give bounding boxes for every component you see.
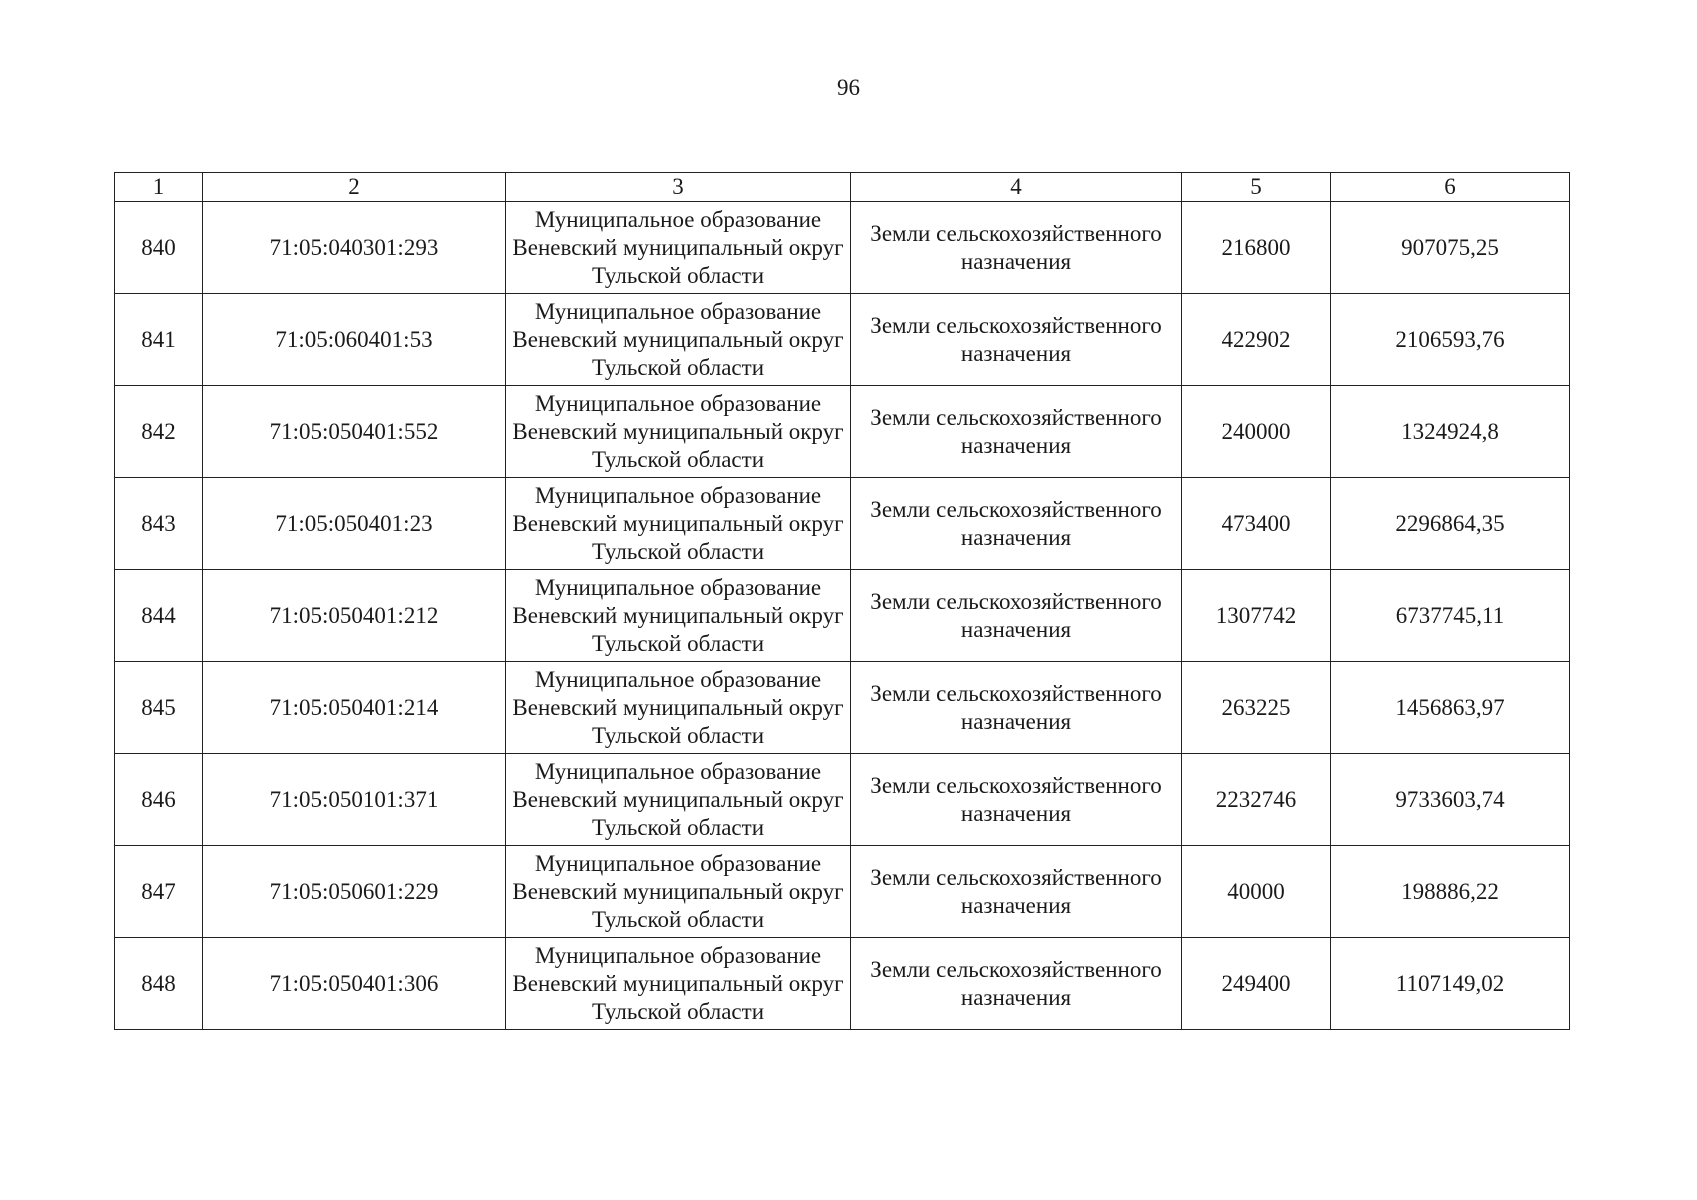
value-cell: 1456863,97 [1331, 662, 1570, 754]
table-row [115, 570, 1570, 662]
column-header-5: 5 [1182, 173, 1331, 202]
row-number-cell: 847 [115, 846, 203, 938]
table-body [115, 202, 1570, 1030]
land-plots-table [114, 172, 1570, 1030]
row-number-cell: 846 [115, 754, 203, 846]
cadastral-number-cell: 71:05:060401:53 [203, 294, 506, 386]
row-number-cell: 842 [115, 386, 203, 478]
area-cell: 473400 [1182, 478, 1331, 570]
owner-cell: Муниципальное образование Веневский муниципальный округ Тульской области [506, 662, 851, 754]
owner-cell: Муниципальное образование Веневский муниципальный округ Тульской области [506, 754, 851, 846]
row-number-cell: 840 [115, 202, 203, 294]
table-row [115, 294, 1570, 386]
table-row [115, 846, 1570, 938]
owner-cell: Муниципальное образование Веневский муниципальный округ Тульской области [506, 570, 851, 662]
value-cell: 907075,25 [1331, 202, 1570, 294]
header-row [115, 173, 1570, 202]
cadastral-number-cell: 71:05:050601:229 [203, 846, 506, 938]
value-cell: 198886,22 [1331, 846, 1570, 938]
area-cell: 263225 [1182, 662, 1331, 754]
land-category-cell: Земли сельскохозяйственного назначения [851, 846, 1182, 938]
value-cell: 2106593,76 [1331, 294, 1570, 386]
land-category-cell: Земли сельскохозяйственного назначения [851, 202, 1182, 294]
owner-cell: Муниципальное образование Веневский муниципальный округ Тульской области [506, 846, 851, 938]
cadastral-number-cell: 71:05:050101:371 [203, 754, 506, 846]
value-cell: 6737745,11 [1331, 570, 1570, 662]
owner-cell: Муниципальное образование Веневский муниципальный округ Тульской области [506, 938, 851, 1030]
owner-cell: Муниципальное образование Веневский муниципальный округ Тульской области [506, 478, 851, 570]
table-row [115, 202, 1570, 294]
owner-cell: Муниципальное образование Веневский муниципальный округ Тульской области [506, 202, 851, 294]
area-cell: 240000 [1182, 386, 1331, 478]
row-number-cell: 843 [115, 478, 203, 570]
area-cell: 249400 [1182, 938, 1331, 1030]
area-cell: 40000 [1182, 846, 1331, 938]
value-cell: 9733603,74 [1331, 754, 1570, 846]
value-cell: 1107149,02 [1331, 938, 1570, 1030]
land-category-cell: Земли сельскохозяйственного назначения [851, 294, 1182, 386]
cadastral-number-cell: 71:05:050401:212 [203, 570, 506, 662]
page-number: 96 [837, 75, 860, 100]
area-cell: 1307742 [1182, 570, 1331, 662]
row-number-cell: 841 [115, 294, 203, 386]
table-row [115, 754, 1570, 846]
cadastral-number-cell: 71:05:050401:214 [203, 662, 506, 754]
table-row [115, 478, 1570, 570]
table-row [115, 386, 1570, 478]
area-cell: 216800 [1182, 202, 1331, 294]
row-number-cell: 848 [115, 938, 203, 1030]
owner-cell: Муниципальное образование Веневский муниципальный округ Тульской области [506, 294, 851, 386]
column-header-6: 6 [1331, 173, 1570, 202]
table-header [115, 173, 1570, 202]
area-cell: 2232746 [1182, 754, 1331, 846]
land-category-cell: Земли сельскохозяйственного назначения [851, 662, 1182, 754]
land-category-cell: Земли сельскохозяйственного назначения [851, 754, 1182, 846]
area-cell: 422902 [1182, 294, 1331, 386]
cadastral-number-cell: 71:05:050401:306 [203, 938, 506, 1030]
table-row [115, 938, 1570, 1030]
owner-cell: Муниципальное образование Веневский муниципальный округ Тульской области [506, 386, 851, 478]
land-category-cell: Земли сельскохозяйственного назначения [851, 386, 1182, 478]
column-header-3: 3 [506, 173, 851, 202]
row-number-cell: 845 [115, 662, 203, 754]
value-cell: 2296864,35 [1331, 478, 1570, 570]
value-cell: 1324924,8 [1331, 386, 1570, 478]
cadastral-number-cell: 71:05:050401:552 [203, 386, 506, 478]
row-number-cell: 844 [115, 570, 203, 662]
cadastral-number-cell: 71:05:040301:293 [203, 202, 506, 294]
cadastral-number-cell: 71:05:050401:23 [203, 478, 506, 570]
column-header-2: 2 [203, 173, 506, 202]
land-category-cell: Земли сельскохозяйственного назначения [851, 478, 1182, 570]
land-category-cell: Земли сельскохозяйственного назначения [851, 938, 1182, 1030]
land-category-cell: Земли сельскохозяйственного назначения [851, 570, 1182, 662]
table-row [115, 662, 1570, 754]
column-header-1: 1 [115, 173, 203, 202]
column-header-4: 4 [851, 173, 1182, 202]
